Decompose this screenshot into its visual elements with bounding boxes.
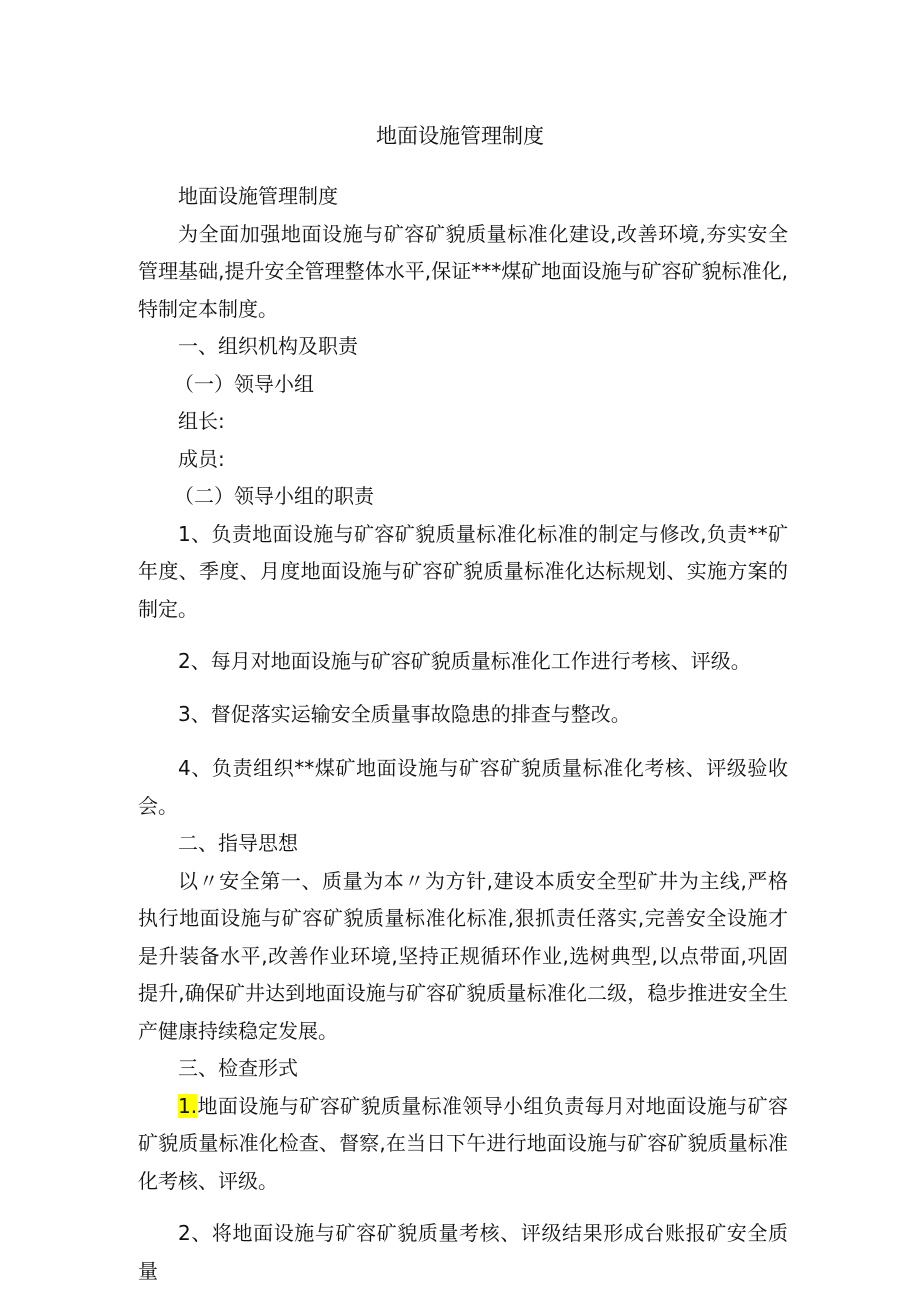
check-item-1-text: 地面设施与矿容矿貌质量标准领导小组负责每月对地面设施与矿容矿貌质量标准化检查、督察,在当日下午进行地面设施与矿容矿貌质量标准化考核、评级。 — [138, 1093, 788, 1193]
duty-item-1: 1、负责地面设施与矿容矿貌质量标准化标准的制定与修改,负责**矿年度、季度、月度地面设施与矿容矿貌质量标准化达标规划、实施方案的制定。 — [138, 521, 788, 621]
intro-paragraph: 为全面加强地面设施与矿容矿貌质量标准化建设,改善环境,夯实安全管理基础,提升安全管理整体水平,保证***煤矿地面设施与矿容矿貌标准化,特制定本制度。 — [138, 221, 788, 321]
document-body — [138, 178, 788, 1290]
page-title: 地面设施管理制度 — [376, 124, 544, 148]
check-item-2: 2、将地面设施与矿容矿貌质量考核、评级结果形成台账报矿安全质量 — [138, 1221, 788, 1283]
subtitle: 地面设施管理制度 — [178, 184, 338, 208]
leader-line: 组长: — [178, 409, 225, 433]
section1-sub2: （二）领导小组的职责 — [174, 484, 374, 508]
duty-item-4: 4、负责组织**煤矿地面设施与矿容矿貌质量标准化考核、评级验收会。 — [138, 756, 788, 818]
section1-sub1: （一）领导小组 — [174, 371, 314, 396]
section1-heading: 一、组织机构及职责 — [178, 334, 358, 358]
section2-heading: 二、指导思想 — [178, 831, 298, 855]
duty-item-3: 3、督促落实运输安全质量事故隐患的排查与整改。 — [178, 701, 631, 726]
section3-heading: 三、检查形式 — [178, 1056, 298, 1080]
highlighted-number: 1. — [178, 1093, 198, 1118]
members-line: 成员: — [178, 446, 225, 471]
duty-item-2: 2、每月对地面设施与矿容矿貌质量标准化工作进行考核、评级。 — [178, 649, 751, 673]
check-item-1 — [138, 1088, 788, 1201]
section2-text: 以〃安全第一、质量为本〃为方针,建设本质安全型矿井为主线,严格执行地面设施与矿容矿貌质量标准化标准,狠抓责任落实,完善安全设施才是升装备水平,改善作业环境,坚持正规循环作业,选树典型,以点带面,巩固提升,确保矿井达到地面设施与矿容矿貌质量标准化二级，稳步推进安全生产健康持续稳定发展。 — [138, 868, 788, 1043]
